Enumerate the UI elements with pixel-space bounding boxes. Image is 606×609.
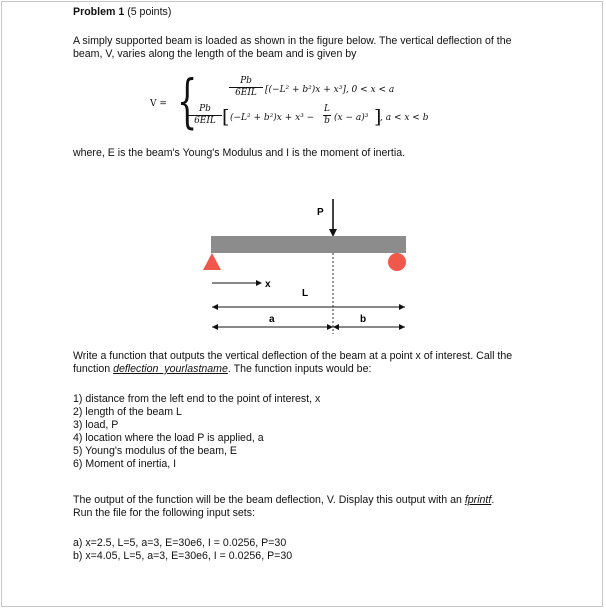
- fprintf-keyword: fprintf: [464, 494, 492, 506]
- case2-fraction: Pb 6EIL: [188, 104, 222, 127]
- case2-open-bracket: [: [222, 106, 230, 128]
- list-item: 5) Young's modulus of the beam, E: [73, 445, 237, 457]
- load-label: P: [317, 207, 324, 218]
- intro-line-1: A simply supported beam is loaded as shown in the figure below. The vertical deflection of the: [73, 35, 512, 47]
- input-set-a: a) x=2.5, L=5, a=3, E=30e6, I = 0.0256, P=30: [73, 537, 287, 549]
- list-item: 3) load, P: [73, 419, 119, 431]
- output-line-2: Run the file for the following input sets:: [73, 507, 255, 519]
- case2-close-bracket: ]: [374, 106, 382, 128]
- case2-inner-fraction: $\frac{L}{b}$: [324, 104, 330, 126]
- x-label: x: [265, 279, 271, 290]
- list-item: 1) distance from the left end to the point of interest, x: [73, 393, 321, 405]
- output-line-1: The output of the function will be the beam deflection, V. Display this output with an fprintf.: [73, 494, 495, 506]
- task-line-2: function deflection_yourlastname. The function inputs would be:: [73, 363, 372, 375]
- b-label: b: [360, 314, 367, 325]
- case1-fraction: Pb 6EIL: [229, 76, 263, 99]
- case1-expression: [(−L² + b²)x + x³], 0 < x < a: [265, 85, 395, 95]
- intro-line-2: beam, V, varies along the length of the beam and is given by: [73, 48, 357, 60]
- list-item: 6) Moment of inertia, I: [73, 458, 177, 470]
- case2-expression-a: (−L² + b²)x + x³ −: [230, 113, 315, 123]
- list-item: 2) length of the beam L: [73, 406, 182, 418]
- a-label: a: [269, 314, 275, 325]
- where-text: where, E is the beam's Young's Modulus and I is the moment of inertia.: [73, 147, 406, 159]
- equation-brace: {: [177, 67, 198, 135]
- equation-lhs: V =: [150, 99, 167, 109]
- case2-expression-b: (x − a)³: [334, 113, 369, 123]
- task-line-1: Write a function that outputs the vertical deflection of the beam at a point x of interest. Call the: [73, 350, 513, 362]
- list-item: 4) location where the load P is applied, a: [73, 432, 264, 444]
- input-set-b: b) x=4.05, L=5, a=3, E=30e6, I = 0.0256, P=30: [73, 550, 293, 562]
- length-label: L: [302, 288, 309, 299]
- case2-range: , a < x < b: [380, 113, 429, 123]
- function-name: deflection_yourlastname: [113, 363, 228, 375]
- problem-title: Problem 1 (5 points): [73, 6, 172, 18]
